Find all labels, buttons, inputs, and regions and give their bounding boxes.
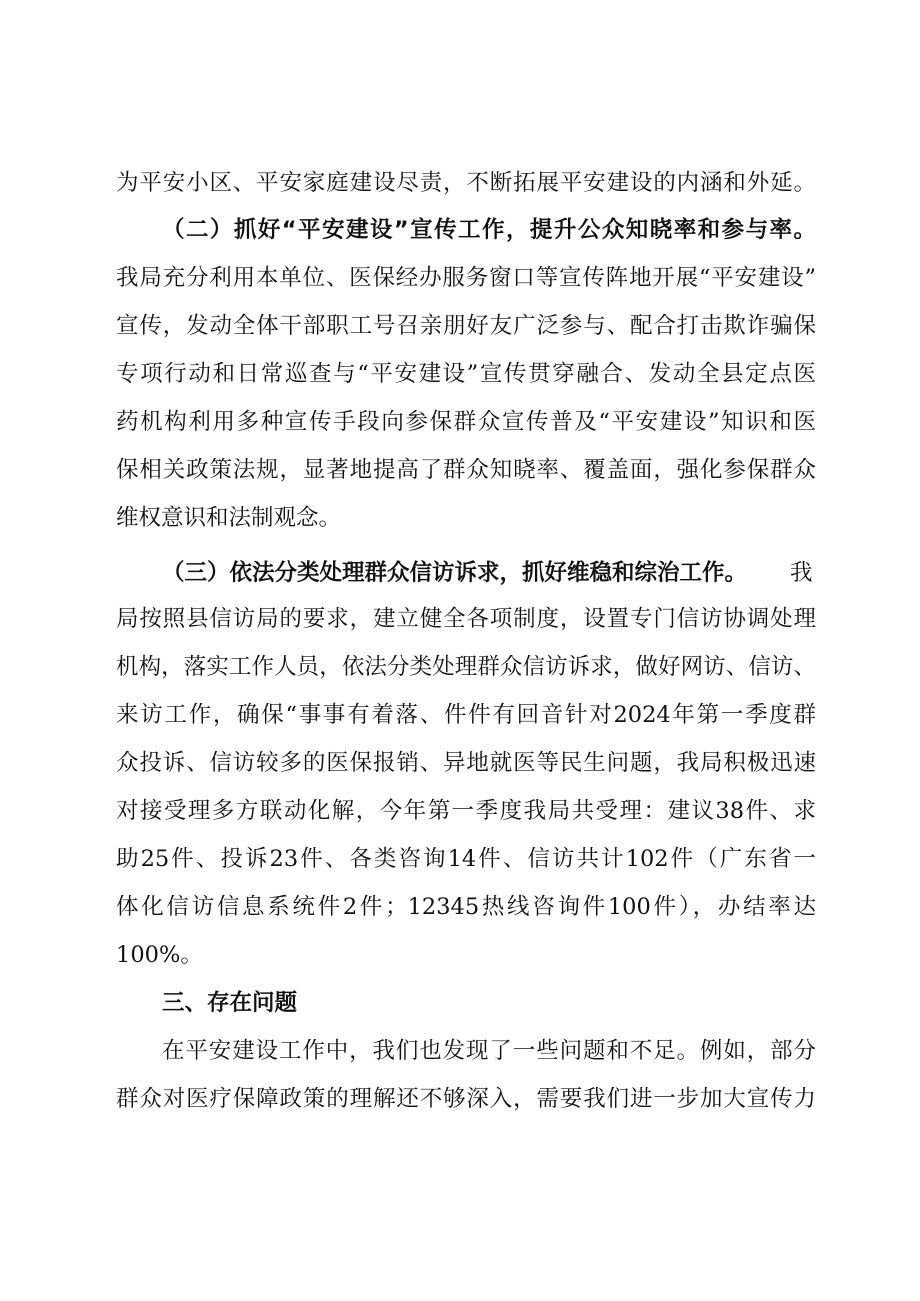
paragraph-line: 专项行动和日常巡查与“平安建设”宣传贯穿融合、发动全县定点医 — [116, 361, 816, 387]
section-heading-3: （三）依法分类处理群众信访诉求，抓好维稳和综治工作。 — [162, 560, 748, 586]
section-heading-2: （二）抓好“平安建设”宣传工作，提升公众知晓率和参与率。 — [162, 217, 816, 243]
paragraph-line: 对接受理多方联动化解，今年第一季度我局共受理：建议38件、求 — [116, 798, 816, 824]
paragraph-line: 局按照县信访局的要求，建立健全各项制度，设置专门信访协调处理 — [116, 606, 816, 632]
paragraph-line: 为平安小区、平安家庭建设尽责，不断拓展平安建设的内涵和外延。 — [116, 170, 816, 196]
section-heading-problems: 三、存在问题 — [162, 990, 298, 1016]
paragraph-line: 机构，落实工作人员，依法分类处理群众信访诉求，做好网访、信访、 — [116, 654, 816, 680]
paragraph-line: 我局充分利用本单位、医保经办服务窗口等宣传阵地开展“平安建设” — [116, 265, 816, 291]
paragraph-line: 体化信访信息系统件2件；12345热线咨询件100件），办结率达 — [116, 894, 816, 920]
paragraph-line: 助25件、投诉23件、各类咨询14件、信访共计102件（广东省一 — [116, 846, 816, 872]
paragraph-line: 宣传，发动全体干部职工号召亲朋好友广泛参与、配合打击欺诈骗保 — [116, 313, 816, 339]
paragraph-line: 来访工作，确保“事事有着落、件件有回音针对2024年第一季度群 — [116, 702, 816, 728]
paragraph-line: 众投诉、信访较多的医保报销、异地就医等民生问题，我局积极迅速 — [116, 750, 816, 776]
paragraph-line: 保相关政策法规，显著地提高了群众知晓率、覆盖面，强化参保群众 — [116, 457, 816, 483]
paragraph-line: 100%。 — [116, 942, 203, 968]
paragraph-line: 在平安建设工作中，我们也发现了一些问题和不足。例如，部分 — [162, 1038, 816, 1064]
paragraph-line: 群众对医疗保障政策的理解还不够深入，需要我们进一步加大宣传力 — [116, 1086, 816, 1112]
paragraph-line: 我 — [790, 560, 813, 586]
paragraph-line: 维权意识和法制观念。 — [116, 505, 342, 531]
paragraph-line: 药机构利用多种宣传手段向参保群众宣传普及“平安建设”知识和医 — [116, 409, 816, 435]
